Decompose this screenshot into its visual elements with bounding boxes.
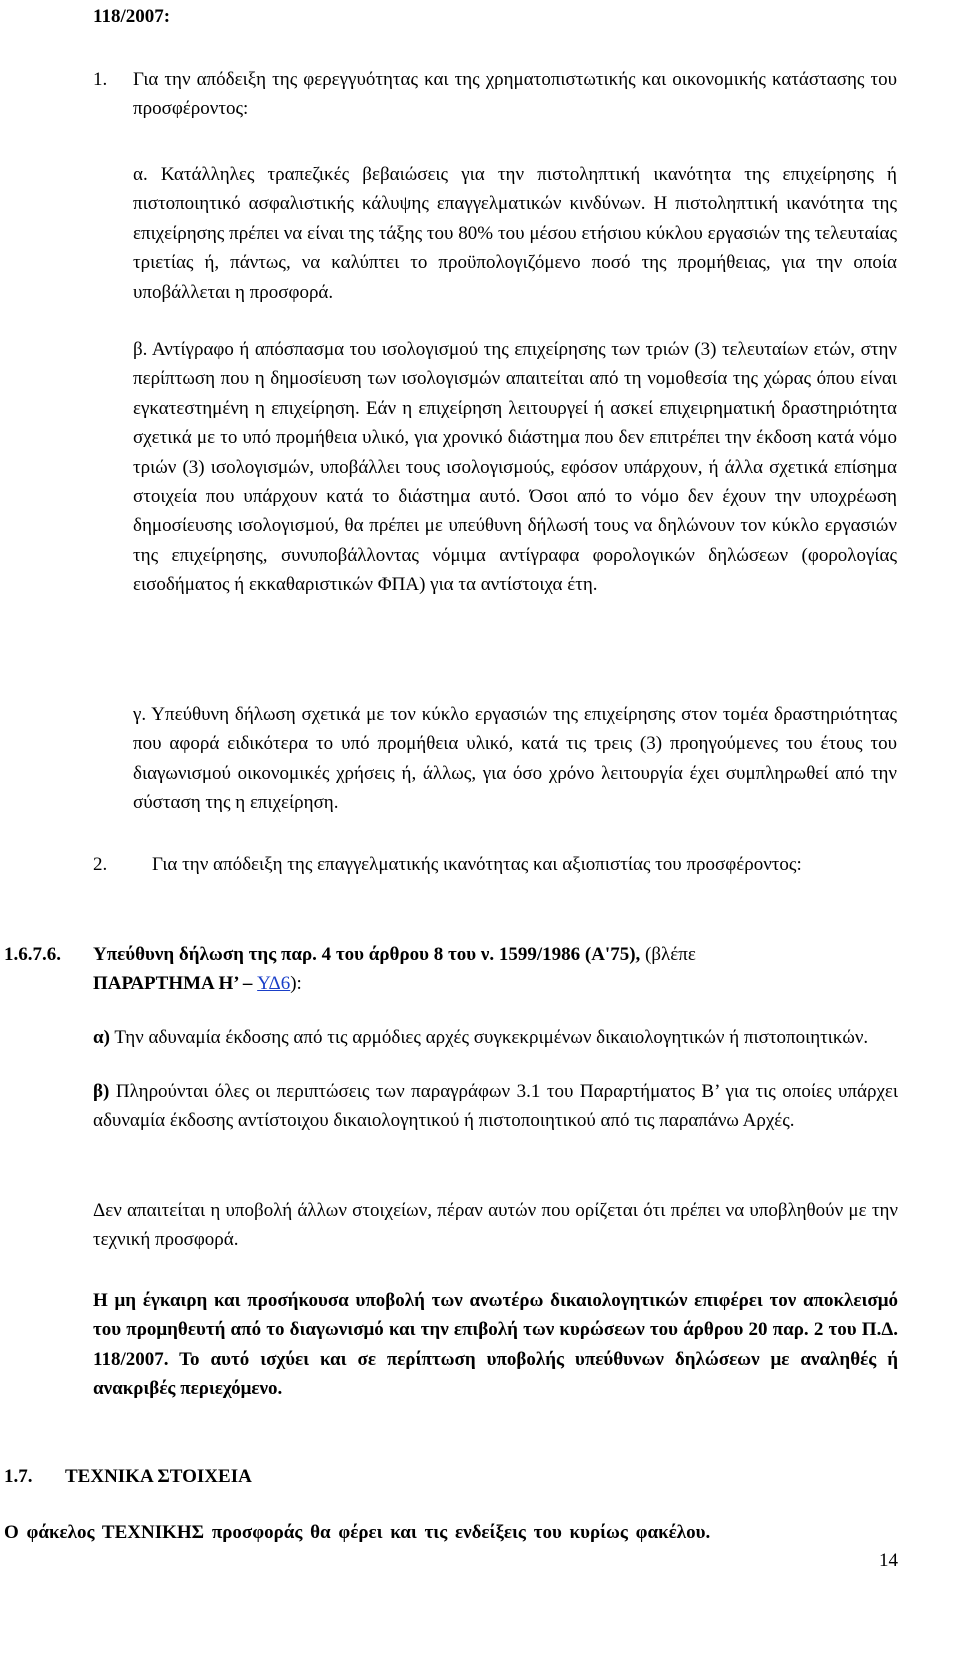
item-c-paragraph: γ. Υπεύθυνη δήλωση σχετικά με τον κύκλο εργασιών της επιχείρησης στον τομέα δραστηριότητας που αφορά ειδικότερα το υπό προμήθεια υλικό, κατά τις τρεις (3) προηγούμενες του έτους του διαγωνισμού οικονομικές χρήσεις ή, άλλως, για όσο χρόνο λειτουργία έχει συμπληρωθεί από την σύσταση της η επιχείρηση. bbox=[133, 704, 897, 814]
section-1676-title bbox=[93, 940, 898, 969]
annex-label: ΠΑΡΑΡΤΗΜΑ Η’ – bbox=[93, 973, 258, 994]
item-a-paragraph: α. Κατάλληλες τραπεζικές βεβαιώσεις για την πιστοληπτική ικανότητα της επιχείρησης ή πιστοποιητικό ασφαλιστικής κάλυψης επαγγελματικών κινδύνων. Η πιστοληπτική ικανότητα της επιχείρησης πρέπει να είναι της τάξης του 80% του μέσου ετήσιου κύκλου εργασιών της τελευταίας τριετίας ή, πάντως, να καλύπτει το προϋπολογιζόμενο ποσό της προμήθειας, για την οποία υποβάλλεται η προσφορά. bbox=[133, 164, 897, 303]
section-1676-case-b bbox=[93, 1077, 898, 1136]
annex-close: ): bbox=[290, 973, 302, 994]
item-b-paragraph: β. Αντίγραφο ή απόσπασμα του ισολογισμού της επιχείρησης των τριών (3) τελευταίων ετών, στην περίπτωση που η δημοσίευση των ισολογισμών απαιτείται από τη νομοθεσία της χώρας όπου είναι εγκατεστημένη η επιχείρηση. Εάν η επιχείρηση λειτουργεί ή ασκεί επιχειρηματική δραστηριότητα σχετικά με το υπό προμήθεια υλικό, για χρονικό διάστημα που δεν επιτρέπει την έκδοση κατά νόμο τριών (3) ισολογισμών, υποβάλλει τους ισολογισμούς, εφόσον υπάρχουν, ή άλλα σχετικά επίσημα στοιχεία που υπάρχουν κατά το διάστημα αυτό. Όσοι από το νόμο δεν έχουν την υποχρέωση δημοσίευσης ισολογισμού, θα πρέπει με υπεύθυνη δήλωσή τους να δηλώνουν τον κύκλο εργασιών της επιχείρησης, συνυποβάλλοντας νόμιμα αντίγραφα φορολογικών δηλώσεων (φορολογίας εισοδήματος ή εκκαθαριστικών ΦΠΑ) για τα αντίστοιχα έτη. bbox=[133, 339, 897, 596]
technical-envelope-note: Ο φάκελος ΤΕΧΝΙΚΗΣ προσφοράς θα φέρει και τις ενδείξεις του κυρίως φακέλου. bbox=[4, 1522, 711, 1543]
exclusion-warning-paragraph: Η μη έγκαιρη και προσήκουσα υποβολή των ανωτέρω δικαιολογητικών επιφέρει τον αποκλεισμό του προμηθευτή από το διαγωνισμό και την επιβολή των κυρώσεων του άρθρου 20 παρ. 2 του Π.Δ. 118/2007. Το αυτό ισχύει και σε περίπτωση υποβολής υπεύθυνων δηλώσεων με αναληθές ή ανακριβές περιεχόμενο. bbox=[93, 1290, 898, 1400]
item-1-text: Για την απόδειξη της φερεγγυότητας και της χρηματοπιστωτικής και οικονομικής κατάστασης του προσφέροντος: bbox=[133, 69, 897, 120]
case-b-text: Πληρούνται όλες οι περιπτώσεις των παραγράφων 3.1 του Παραρτήματος Β’ για τις οποίες υπάρχει αδυναμία έκδοσης αντίστοιχου δικαιολογητικού ή πιστοποιητικού από τις παραπάνω Αρχές. bbox=[93, 1081, 898, 1132]
case-a-text: Την αδυναμία έκδοσης από τις αρμόδιες αρχές συγκεκριμένων δικαιολογητικών ή πιστοποιητικών. bbox=[109, 1027, 869, 1048]
case-a-label: α) bbox=[93, 1027, 110, 1048]
no-other-documents-paragraph: Δεν απαιτείται η υποβολή άλλων στοιχείων, πέραν αυτών που ορίζεται ότι πρέπει να υποβληθούν με την τεχνική προσφορά. bbox=[93, 1200, 898, 1251]
page-number: 14 bbox=[879, 1550, 898, 1571]
section-1676-title-tail: (βλέπε bbox=[640, 944, 696, 965]
section-1676-number: 1.6.7.6. bbox=[4, 944, 61, 965]
section-1676-title-bold: Υπεύθυνη δήλωση της παρ. 4 του άρθρου 8 του ν. 1599/1986 (Α'75), bbox=[93, 944, 641, 965]
case-b-label: β) bbox=[93, 1081, 110, 1102]
section-1676-case-a bbox=[93, 1023, 898, 1052]
section-1676-title-line2 bbox=[93, 969, 898, 998]
item-2-number: 2. bbox=[93, 854, 108, 875]
item-1-number: 1. bbox=[93, 69, 108, 90]
section-17-title: ΤΕΧΝΙΚΑ ΣΤΟΙΧΕΙΑ bbox=[65, 1466, 252, 1487]
ud6-link[interactable]: ΥΔ6 bbox=[257, 973, 291, 994]
section-17-number: 1.7. bbox=[4, 1466, 33, 1487]
header-ref: 118/2007: bbox=[93, 6, 171, 27]
item-2-text: Για την απόδειξη της επαγγελματικής ικανότητας και αξιοπιστίας του προσφέροντος: bbox=[152, 854, 802, 875]
